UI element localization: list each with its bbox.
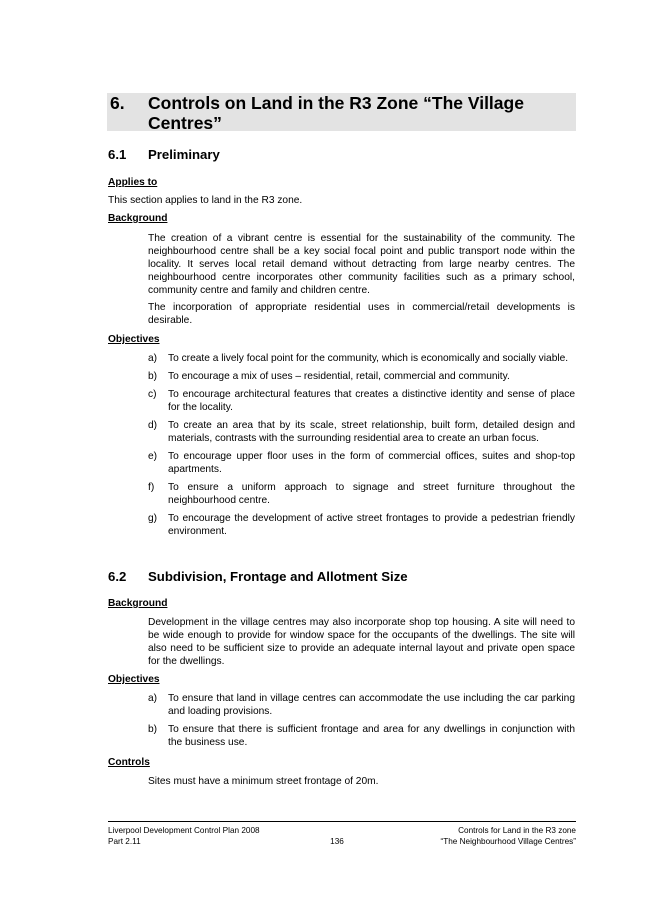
list-marker: a) [148, 353, 158, 364]
chapter-number: 6. [110, 93, 125, 113]
list-item [148, 692, 575, 718]
applies-to-text: This section applies to land in the R3 zone. [108, 195, 303, 206]
chapter-title: Controls on Land in the R3 Zone “The Village Centres” [148, 93, 524, 133]
list-marker: f) [148, 482, 155, 493]
background-text-6-2: Development in the village centres may also incorporate shop top housing. A site will need to be wide enough to provide for window space for the occupants of the dwellings. The site will also need to be sufficient size to provide an adequate internal layout and private open space for the dwellings. [148, 617, 575, 667]
list-item-text: To encourage architectural features that creates a distinctive identity and sense of place for the locality. [168, 389, 575, 413]
list-item [148, 450, 575, 476]
controls-text: Sites must have a minimum street frontage of 20m. [148, 776, 379, 787]
list-marker: d) [148, 420, 158, 431]
background-heading-6-1: Background [108, 213, 168, 224]
footer-section-subtitle: “The Neighbourhood Village Centres” [440, 837, 576, 846]
list-item [148, 370, 575, 383]
section-6-2-number: 6.2 [108, 569, 127, 584]
controls-heading: Controls [108, 757, 150, 768]
list-item [148, 723, 575, 749]
background-heading-6-2: Background [108, 598, 168, 609]
list-item-text: To encourage the development of active street frontages to provide a pedestrian friendly environment. [168, 513, 575, 537]
objectives-heading-6-1: Objectives [108, 334, 160, 345]
list-marker: b) [148, 371, 158, 382]
list-item-text: To create an area that by its scale, street relationship, built form, detailed design and materials, contrasts with the surrounding residential area to create an urban focus. [168, 420, 575, 444]
objectives-list-6-2 [148, 692, 575, 749]
list-item-text: To create a lively focal point for the community, which is economically and socially viable. [168, 353, 569, 364]
section-6-2-title: Subdivision, Frontage and Allotment Size [148, 569, 408, 584]
footer-section-title: Controls for Land in the R3 zone [458, 826, 576, 835]
list-item [148, 512, 575, 538]
footer-doc-title: Liverpool Development Control Plan 2008 [108, 826, 260, 835]
list-item [148, 419, 575, 445]
footer-page-number: 136 [330, 837, 344, 846]
list-item-text: To encourage a mix of uses – residential, retail, commercial and community. [168, 371, 510, 382]
list-item-text: To encourage upper floor uses in the form of commercial offices, suites and shop-top apartments. [168, 451, 575, 475]
list-item-text: To ensure that land in village centres can accommodate the use including the car parking and loading provisions. [168, 693, 575, 717]
list-marker: e) [148, 451, 158, 462]
section-6-1-number: 6.1 [108, 147, 127, 162]
applies-to-heading: Applies to [108, 177, 158, 188]
list-marker: g) [148, 513, 158, 524]
list-marker: c) [148, 389, 157, 400]
list-item-text: To ensure that there is sufficient frontage and area for any dwellings in conjunction with the business use. [168, 724, 575, 748]
objectives-heading-6-2: Objectives [108, 674, 160, 685]
background-paragraph-1: The creation of a vibrant centre is essential for the sustainability of the community. The neighbourhood centre shall be a key social focal point and public transport node within the locality. It serves local retail demand without detracting from large nearby centres. The neighbourhood centre incorporates other community facilities such as a primary school, community centre and family and children centre. [148, 233, 575, 296]
footer-part: Part 2.11 [108, 837, 141, 846]
list-marker: a) [148, 693, 158, 704]
section-6-1-title: Preliminary [148, 147, 220, 162]
list-item [148, 352, 575, 365]
list-item-text: To ensure a uniform approach to signage and street furniture throughout the neighbourhood centre. [168, 482, 575, 506]
background-paragraph-2: The incorporation of appropriate residential uses in commercial/retail developments is desirable. [148, 302, 575, 326]
list-marker: b) [148, 724, 158, 735]
footer-divider [108, 821, 576, 822]
list-item [148, 388, 575, 414]
list-item [148, 481, 575, 507]
objectives-list-6-1 [148, 352, 575, 538]
